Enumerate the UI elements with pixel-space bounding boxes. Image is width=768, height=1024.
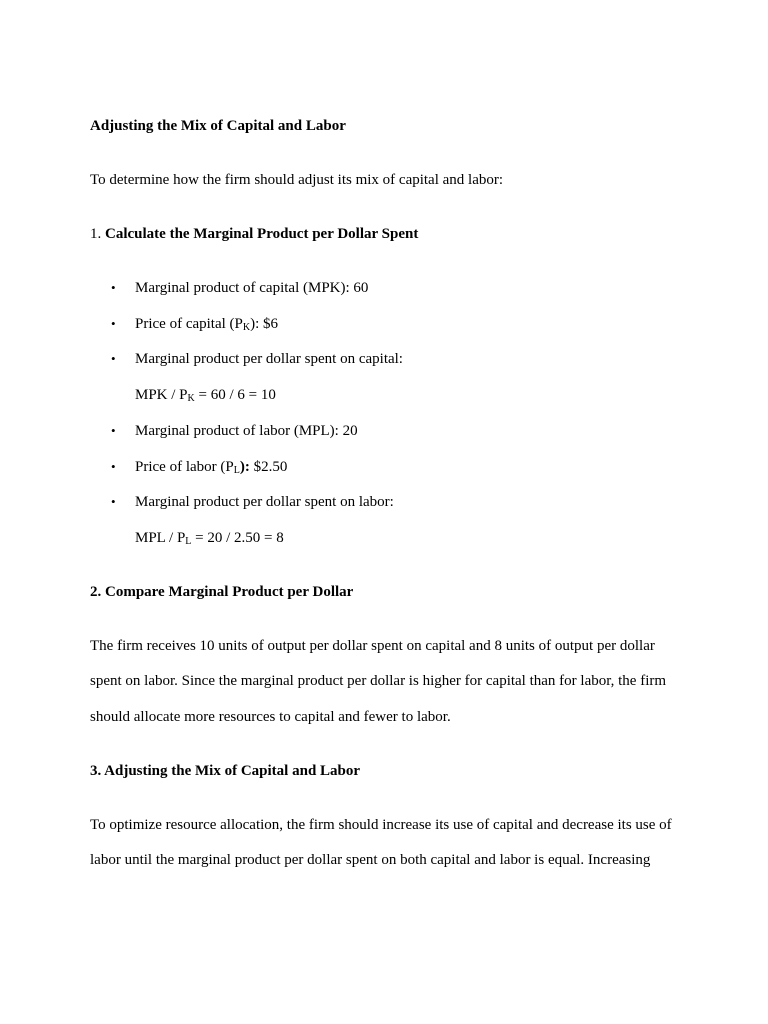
subscript-k: K <box>187 393 195 404</box>
bullet-mp-labor: Marginal product per dollar spent on labor: <box>135 494 394 510</box>
bullet-mp-capital: Marginal product per dollar spent on capital: <box>135 351 403 367</box>
bullet-marker: • <box>111 423 116 438</box>
bullet-marker: • <box>111 351 116 366</box>
calc-labor <box>135 529 284 549</box>
step3-paragraph-line: labor until the marginal product per dollar spent on both capital and labor is equal. Increasing <box>90 852 651 868</box>
price-capital-value: ): $6 <box>250 316 279 332</box>
intro-paragraph: To determine how the firm should adjust its mix of capital and labor: <box>90 172 504 188</box>
price-labor-label: Price of labor (P <box>135 459 234 475</box>
document-title: Adjusting the Mix of Capital and Labor <box>90 118 346 134</box>
bullet-mpl: Marginal product of labor (MPL): 20 <box>135 423 358 439</box>
subscript-l: L <box>185 536 192 547</box>
price-labor-value: $2.50 <box>249 459 288 475</box>
calc-capital-label: MPK / P <box>135 387 188 403</box>
step2-paragraph-line: spent on labor. Since the marginal product per dollar is higher for capital than for labor, the firm <box>90 673 667 689</box>
subscript-l: L <box>233 465 240 476</box>
bullet-mpk: Marginal product of capital (MPK): 60 <box>135 280 369 296</box>
step2-paragraph-line: should allocate more resources to capital and fewer to labor. <box>90 709 451 725</box>
bullet-price-capital <box>135 315 278 335</box>
bullet-marker: • <box>111 316 116 331</box>
step2-paragraph-line: The firm receives 10 units of output per dollar spent on capital and 8 units of output per dollar <box>90 638 655 654</box>
step2-heading: 2. Compare Marginal Product per Dollar <box>90 584 354 600</box>
step1-number: 1. <box>90 226 105 242</box>
calc-capital-result: = 60 / 6 = 10 <box>194 387 276 403</box>
step3-paragraph-line: To optimize resource allocation, the firm should increase its use of capital and decrease its use of <box>90 817 672 833</box>
step1-heading <box>90 225 418 243</box>
calc-capital <box>135 386 276 406</box>
bullet-marker: • <box>111 494 116 509</box>
bullet-marker: • <box>111 280 116 295</box>
calc-labor-label: MPL / P <box>135 530 186 546</box>
step3-heading: 3. Adjusting the Mix of Capital and Labor <box>90 763 361 779</box>
calc-labor-result: = 20 / 2.50 = 8 <box>191 530 284 546</box>
bullet-price-labor <box>135 458 287 478</box>
bullet-marker: • <box>111 459 116 474</box>
price-labor-colon: ): <box>239 459 250 475</box>
step1-title: Calculate the Marginal Product per Dollar Spent <box>105 226 419 242</box>
subscript-k: K <box>242 322 251 333</box>
price-capital-label: Price of capital (P <box>135 316 243 332</box>
